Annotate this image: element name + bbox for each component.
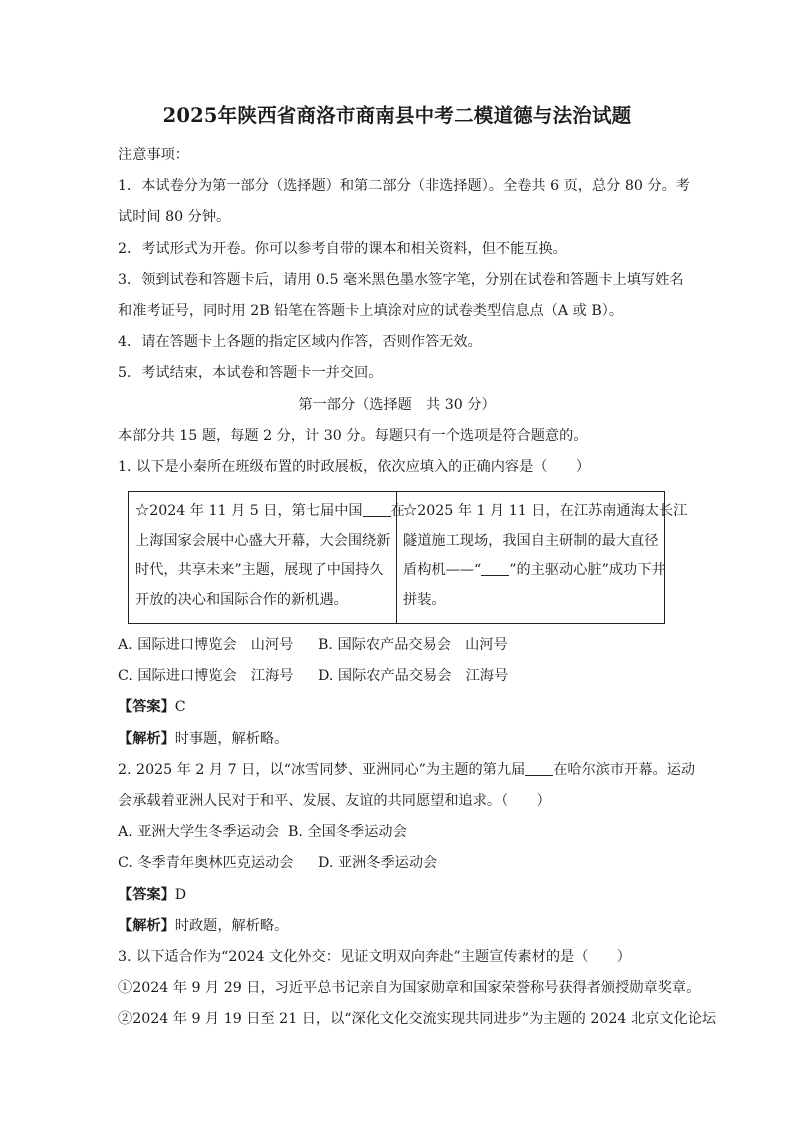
part1-heading: 第一部分（选择题 共 30 分） [298,396,496,413]
page-title: 2025年陕西省商洛市商南县中考二模道德与法治试题 [162,104,632,127]
q1-right-line: 拼装。 [403,591,446,608]
q1-right-line-tail: ”的主驱动心脏”成功下井 [509,562,666,579]
q1-right-line: 盾构机——“ [403,562,482,579]
q1-left-line: 上海国家会展中心盛大开幕，大会围绕新 [135,532,391,549]
q1-option-b[interactable]: B. 国际农产品交易会 山河号 [318,637,508,654]
q1-answer [118,692,676,723]
q2-options-row [118,848,676,879]
q1-analysis [118,724,676,755]
q1-right-line: 隧道施工现场，我国自主研制的最大直径 [403,532,659,549]
q2-stem-text-tail: 在哈尔滨市开幕。运动 [553,761,696,778]
q2-answer [118,880,676,911]
exam-content [118,140,717,1036]
answer-blank [481,561,509,576]
part1-intro: 本部分共 15 题，每题 2 分，计 30 分。每题只有一个选项是符合题意的。 [118,427,588,444]
q1-options-row [118,630,676,661]
notice-line: 3．领到试卷和答题卡后，请用 0.5 毫米黑色墨水签字笔，分别在试卷和答题卡上填写姓名 [118,271,684,288]
notice-line: 和准考证号，同时用 2B 铅笔在答题卡上填涂对应的试卷类型信息点（A 或 B）。 [118,302,624,319]
answer-label: 【答案】 [118,699,175,716]
q1-left-line: 开放的决心和国际合作的新机遇。 [135,591,348,608]
q1-options-row [118,661,676,692]
q2-option-b[interactable]: B. 全国冬季运动会 [288,824,407,841]
q1-option-a[interactable]: A. 国际进口博览会 山河号 [118,637,294,654]
q1-stem: 1. 以下是小秦所在班级布置的时政展板，依次应填入的正确内容是（ ） [118,458,591,475]
q2-stem-text: 2. 2025 年 2 月 7 日，以“冰雪同梦、亚洲同心”为主题的第九届 [118,761,526,778]
answer-blank [363,502,391,517]
notice-line: 2．考试形式为开卷。你可以参考自带的课本和相关资料，但不能互换。 [118,240,567,257]
notice-line: 试时间 80 分钟。 [118,209,231,226]
answer-value: D [174,886,187,903]
answer-blank [525,761,553,776]
q1-right-line: ☆2025 年 1 月 11 日，在江苏南通海太长江 [403,503,688,520]
analysis-label: 【解析】 [118,917,175,934]
notice-line: 5．考试结束，本试卷和答题卡一并交回。 [118,365,383,382]
notice-heading: 注意事项： [118,147,189,163]
analysis-text: 时事题，解析略。 [174,730,289,747]
q1-left-line: ☆2024 年 11 月 5 日，第七届中国 [135,503,363,520]
notice-line: 4．请在答题卡上各题的指定区域内作答，否则作答无效。 [118,334,482,351]
q1-news-right [397,492,688,624]
notice-line: 1．本试卷分为第一部分（选择题）和第二部分（非选择题）。全卷共 6 页，总分 80 分。考 [118,178,690,195]
q2-stem-line: 会承载着亚洲人民对于和平、发展、友谊的共同愿望和追求。（ ） [118,793,551,809]
q1-news-board [128,491,688,624]
q1-option-d[interactable]: D. 国际农产品交易会 江海号 [318,668,509,685]
q1-news-left [129,492,405,624]
q2-option-d[interactable]: D. 亚洲冬季运动会 [318,855,438,872]
answer-label: 【答案】 [118,886,175,903]
q1-option-c[interactable]: C. 国际进口博览会 江海号 [118,668,294,685]
q3-item: ②2024 年 9 月 19 日至 21 日，以“深化文化交流实现共同进步”为主题的 2024 北京文化论坛 [118,1011,717,1028]
q2-option-a[interactable]: A. 亚洲大学生冬季运动会 [118,824,280,841]
q3-item: ①2024 年 9 月 29 日，习近平总书记亲自为国家勋章和国家荣誉称号获得者颁授勋章奖章。 [118,980,701,997]
answer-value: C [174,699,186,716]
q3-stem: 3. 以下适合作为“2024 文化外交：见证文明双向奔赴”主题宣传素材的是（ ） [118,948,631,965]
q1-left-line-tail: 在 [390,503,405,520]
q1-left-line: 时代，共享未来”主题，展现了中国持久 [135,562,384,579]
analysis-label: 【解析】 [118,730,175,747]
q2-option-c[interactable]: C. 冬季青年奥林匹克运动会 [118,855,294,872]
q2-stem-line [118,755,696,786]
analysis-text: 时政题，解析略。 [174,917,289,934]
q2-options-row [118,817,676,848]
q2-analysis [118,911,676,942]
